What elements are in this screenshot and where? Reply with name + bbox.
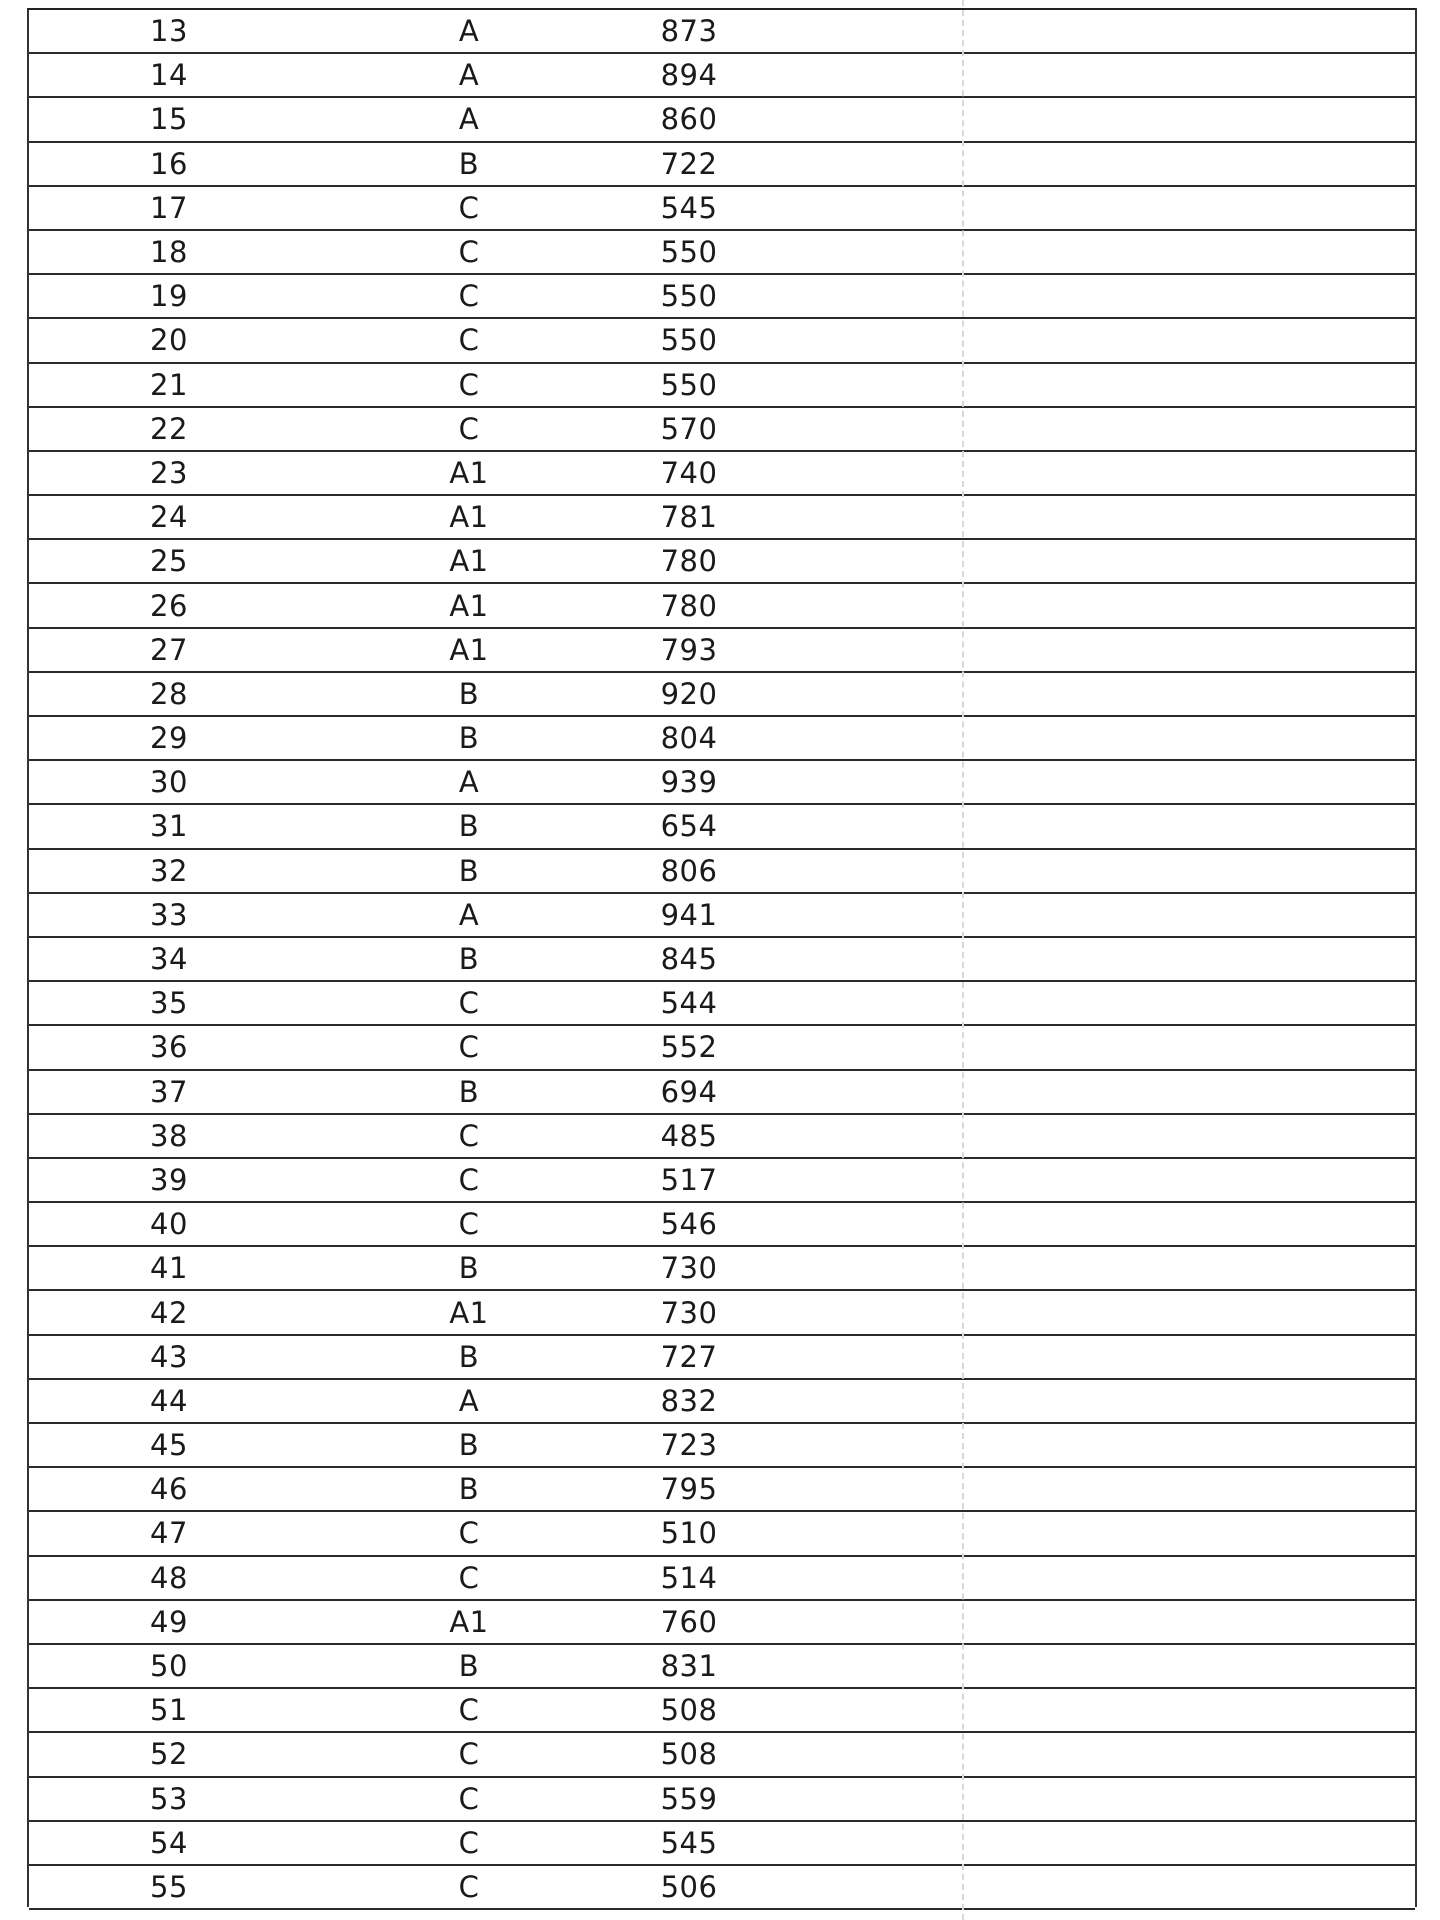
table-row — [29, 1336, 1415, 1380]
document-page — [27, 8, 1417, 1907]
empty-cell — [969, 629, 1409, 671]
empty-cell — [969, 1468, 1409, 1510]
row-number-cell: 38 — [150, 1118, 188, 1153]
table-row — [29, 408, 1415, 452]
table-row — [29, 275, 1415, 319]
row-number-cell: 51 — [150, 1693, 188, 1728]
table-row — [29, 1733, 1415, 1777]
table-row — [29, 1071, 1415, 1115]
row-number-cell: 13 — [150, 14, 188, 49]
class-cell: B — [458, 1074, 480, 1109]
row-number-cell: 23 — [150, 455, 188, 490]
row-number-cell: 44 — [150, 1383, 188, 1418]
class-cell: B — [458, 942, 480, 977]
empty-cell — [969, 1822, 1409, 1864]
table-row — [29, 1557, 1415, 1601]
row-number-cell: 14 — [150, 58, 188, 93]
value-cell: 860 — [660, 102, 718, 137]
empty-cell — [969, 761, 1409, 803]
row-number-cell: 47 — [150, 1516, 188, 1551]
value-cell: 941 — [660, 897, 718, 932]
value-cell: 760 — [660, 1604, 718, 1639]
row-number-cell: 41 — [150, 1251, 188, 1286]
empty-cell — [969, 982, 1409, 1024]
empty-cell — [969, 1203, 1409, 1245]
class-cell: B — [458, 676, 480, 711]
value-cell: 544 — [660, 986, 718, 1021]
row-number-cell: 45 — [150, 1428, 188, 1463]
empty-cell — [969, 938, 1409, 980]
table-row — [29, 761, 1415, 805]
value-cell: 550 — [660, 235, 718, 270]
class-cell: C — [458, 367, 480, 402]
class-cell: C — [458, 411, 480, 446]
row-number-cell: 21 — [150, 367, 188, 402]
class-cell: C — [458, 190, 480, 225]
table-row — [29, 1159, 1415, 1203]
value-cell: 740 — [660, 455, 718, 490]
row-number-cell: 34 — [150, 942, 188, 977]
empty-cell — [969, 894, 1409, 936]
table-row — [29, 319, 1415, 363]
table-row — [29, 364, 1415, 408]
value-cell: 559 — [660, 1781, 718, 1816]
empty-cell — [969, 584, 1409, 626]
empty-cell — [969, 1601, 1409, 1643]
class-cell: A — [458, 102, 480, 137]
column-divider — [962, 0, 964, 1920]
value-cell: 939 — [660, 765, 718, 800]
value-cell: 694 — [660, 1074, 718, 1109]
value-cell: 517 — [660, 1162, 718, 1197]
table-row — [29, 98, 1415, 142]
value-cell: 873 — [660, 14, 718, 49]
table-row — [29, 717, 1415, 761]
row-number-cell: 17 — [150, 190, 188, 225]
class-cell: A — [458, 1383, 480, 1418]
class-cell: A — [458, 897, 480, 932]
value-cell: 845 — [660, 942, 718, 977]
row-number-cell: 50 — [150, 1649, 188, 1684]
table-row — [29, 1424, 1415, 1468]
value-cell: 506 — [660, 1869, 718, 1904]
empty-cell — [969, 1645, 1409, 1687]
data-table — [27, 8, 1417, 1907]
empty-cell — [969, 1247, 1409, 1289]
row-number-cell: 36 — [150, 1030, 188, 1065]
value-cell: 795 — [660, 1472, 718, 1507]
row-number-cell: 27 — [150, 632, 188, 667]
value-cell: 545 — [660, 190, 718, 225]
empty-cell — [969, 1026, 1409, 1068]
table-row — [29, 1380, 1415, 1424]
row-number-cell: 24 — [150, 500, 188, 535]
value-cell: 723 — [660, 1428, 718, 1463]
value-cell: 781 — [660, 500, 718, 535]
table-row — [29, 1645, 1415, 1689]
value-cell: 545 — [660, 1825, 718, 1860]
row-number-cell: 40 — [150, 1207, 188, 1242]
table-row — [29, 231, 1415, 275]
empty-cell — [969, 1336, 1409, 1378]
row-number-cell: 20 — [150, 323, 188, 358]
empty-cell — [969, 1512, 1409, 1554]
table-row — [29, 1822, 1415, 1866]
row-number-cell: 26 — [150, 588, 188, 623]
class-cell: C — [458, 1207, 480, 1242]
class-cell: B — [458, 809, 480, 844]
empty-cell — [969, 850, 1409, 892]
value-cell: 550 — [660, 367, 718, 402]
value-cell: 654 — [660, 809, 718, 844]
table-row — [29, 1468, 1415, 1512]
value-cell: 780 — [660, 544, 718, 579]
class-cell: C — [458, 235, 480, 270]
empty-cell — [969, 1159, 1409, 1201]
row-number-cell: 29 — [150, 721, 188, 756]
class-cell: A1 — [449, 1295, 489, 1330]
value-cell: 510 — [660, 1516, 718, 1551]
row-number-cell: 55 — [150, 1869, 188, 1904]
class-cell: A1 — [449, 500, 489, 535]
row-number-cell: 18 — [150, 235, 188, 270]
table-row — [29, 629, 1415, 673]
value-cell: 546 — [660, 1207, 718, 1242]
value-cell: 804 — [660, 721, 718, 756]
table-row — [29, 1291, 1415, 1335]
value-cell: 727 — [660, 1339, 718, 1374]
class-cell: A1 — [449, 455, 489, 490]
empty-cell — [969, 319, 1409, 361]
table-row — [29, 584, 1415, 628]
value-cell: 570 — [660, 411, 718, 446]
table-row — [29, 1601, 1415, 1645]
row-number-cell: 53 — [150, 1781, 188, 1816]
empty-cell — [969, 1071, 1409, 1113]
table-row — [29, 1689, 1415, 1733]
class-cell: B — [458, 1251, 480, 1286]
class-cell: C — [458, 1030, 480, 1065]
row-number-cell: 28 — [150, 676, 188, 711]
class-cell: B — [458, 1472, 480, 1507]
row-number-cell: 49 — [150, 1604, 188, 1639]
value-cell: 552 — [660, 1030, 718, 1065]
row-number-cell: 43 — [150, 1339, 188, 1374]
empty-cell — [969, 54, 1409, 96]
value-cell: 730 — [660, 1295, 718, 1330]
table-row — [29, 894, 1415, 938]
empty-cell — [969, 717, 1409, 759]
row-number-cell: 35 — [150, 986, 188, 1021]
empty-cell — [969, 187, 1409, 229]
value-cell: 793 — [660, 632, 718, 667]
empty-cell — [969, 231, 1409, 273]
class-cell: C — [458, 323, 480, 358]
class-cell: C — [458, 1118, 480, 1153]
row-number-cell: 48 — [150, 1560, 188, 1595]
table-row — [29, 1866, 1415, 1910]
table-row — [29, 143, 1415, 187]
row-number-cell: 33 — [150, 897, 188, 932]
class-cell: C — [458, 279, 480, 314]
row-number-cell: 16 — [150, 146, 188, 181]
row-number-cell: 15 — [150, 102, 188, 137]
empty-cell — [969, 805, 1409, 847]
value-cell: 508 — [660, 1737, 718, 1772]
table-row — [29, 496, 1415, 540]
class-cell: B — [458, 1339, 480, 1374]
class-cell: A1 — [449, 544, 489, 579]
row-number-cell: 30 — [150, 765, 188, 800]
table-row — [29, 1247, 1415, 1291]
class-cell: B — [458, 146, 480, 181]
class-cell: A1 — [449, 632, 489, 667]
empty-cell — [969, 98, 1409, 140]
class-cell: B — [458, 853, 480, 888]
empty-cell — [969, 540, 1409, 582]
table-row — [29, 1026, 1415, 1070]
table-row — [29, 10, 1415, 54]
row-number-cell: 42 — [150, 1295, 188, 1330]
empty-cell — [969, 364, 1409, 406]
row-number-cell: 31 — [150, 809, 188, 844]
row-number-cell: 37 — [150, 1074, 188, 1109]
class-cell: A1 — [449, 588, 489, 623]
empty-cell — [969, 275, 1409, 317]
value-cell: 920 — [660, 676, 718, 711]
row-number-cell: 19 — [150, 279, 188, 314]
class-cell: C — [458, 1781, 480, 1816]
class-cell: A — [458, 14, 480, 49]
empty-cell — [969, 10, 1409, 52]
table-row — [29, 850, 1415, 894]
row-number-cell: 39 — [150, 1162, 188, 1197]
empty-cell — [969, 452, 1409, 494]
value-cell: 806 — [660, 853, 718, 888]
empty-cell — [969, 1557, 1409, 1599]
empty-cell — [969, 1291, 1409, 1333]
table-row — [29, 982, 1415, 1026]
value-cell: 550 — [660, 323, 718, 358]
value-cell: 730 — [660, 1251, 718, 1286]
value-cell: 780 — [660, 588, 718, 623]
value-cell: 508 — [660, 1693, 718, 1728]
row-number-cell: 52 — [150, 1737, 188, 1772]
empty-cell — [969, 1689, 1409, 1731]
empty-cell — [969, 673, 1409, 715]
class-cell: C — [458, 1516, 480, 1551]
class-cell: C — [458, 1693, 480, 1728]
empty-cell — [969, 496, 1409, 538]
table-row — [29, 805, 1415, 849]
row-number-cell: 46 — [150, 1472, 188, 1507]
class-cell: C — [458, 1825, 480, 1860]
empty-cell — [969, 1778, 1409, 1820]
class-cell: C — [458, 986, 480, 1021]
row-number-cell: 25 — [150, 544, 188, 579]
value-cell: 722 — [660, 146, 718, 181]
table-row — [29, 187, 1415, 231]
class-cell: C — [458, 1162, 480, 1197]
table-row — [29, 540, 1415, 584]
value-cell: 831 — [660, 1649, 718, 1684]
class-cell: C — [458, 1869, 480, 1904]
table-row — [29, 1203, 1415, 1247]
table-row — [29, 1778, 1415, 1822]
value-cell: 550 — [660, 279, 718, 314]
value-cell: 894 — [660, 58, 718, 93]
row-number-cell: 32 — [150, 853, 188, 888]
value-cell: 832 — [660, 1383, 718, 1418]
empty-cell — [969, 1424, 1409, 1466]
value-cell: 485 — [660, 1118, 718, 1153]
empty-cell — [969, 143, 1409, 185]
empty-cell — [969, 408, 1409, 450]
empty-cell — [969, 1115, 1409, 1157]
table-row — [29, 1115, 1415, 1159]
class-cell: B — [458, 1649, 480, 1684]
value-cell: 514 — [660, 1560, 718, 1595]
class-cell: C — [458, 1560, 480, 1595]
row-number-cell: 54 — [150, 1825, 188, 1860]
empty-cell — [969, 1380, 1409, 1422]
table-row — [29, 54, 1415, 98]
table-row — [29, 673, 1415, 717]
empty-cell — [969, 1733, 1409, 1775]
table-row — [29, 452, 1415, 496]
table-row — [29, 938, 1415, 982]
class-cell: A — [458, 58, 480, 93]
class-cell: B — [458, 1428, 480, 1463]
empty-cell — [969, 1866, 1409, 1908]
table-row — [29, 1512, 1415, 1556]
class-cell: B — [458, 721, 480, 756]
row-number-cell: 22 — [150, 411, 188, 446]
class-cell: C — [458, 1737, 480, 1772]
class-cell: A1 — [449, 1604, 489, 1639]
class-cell: A — [458, 765, 480, 800]
